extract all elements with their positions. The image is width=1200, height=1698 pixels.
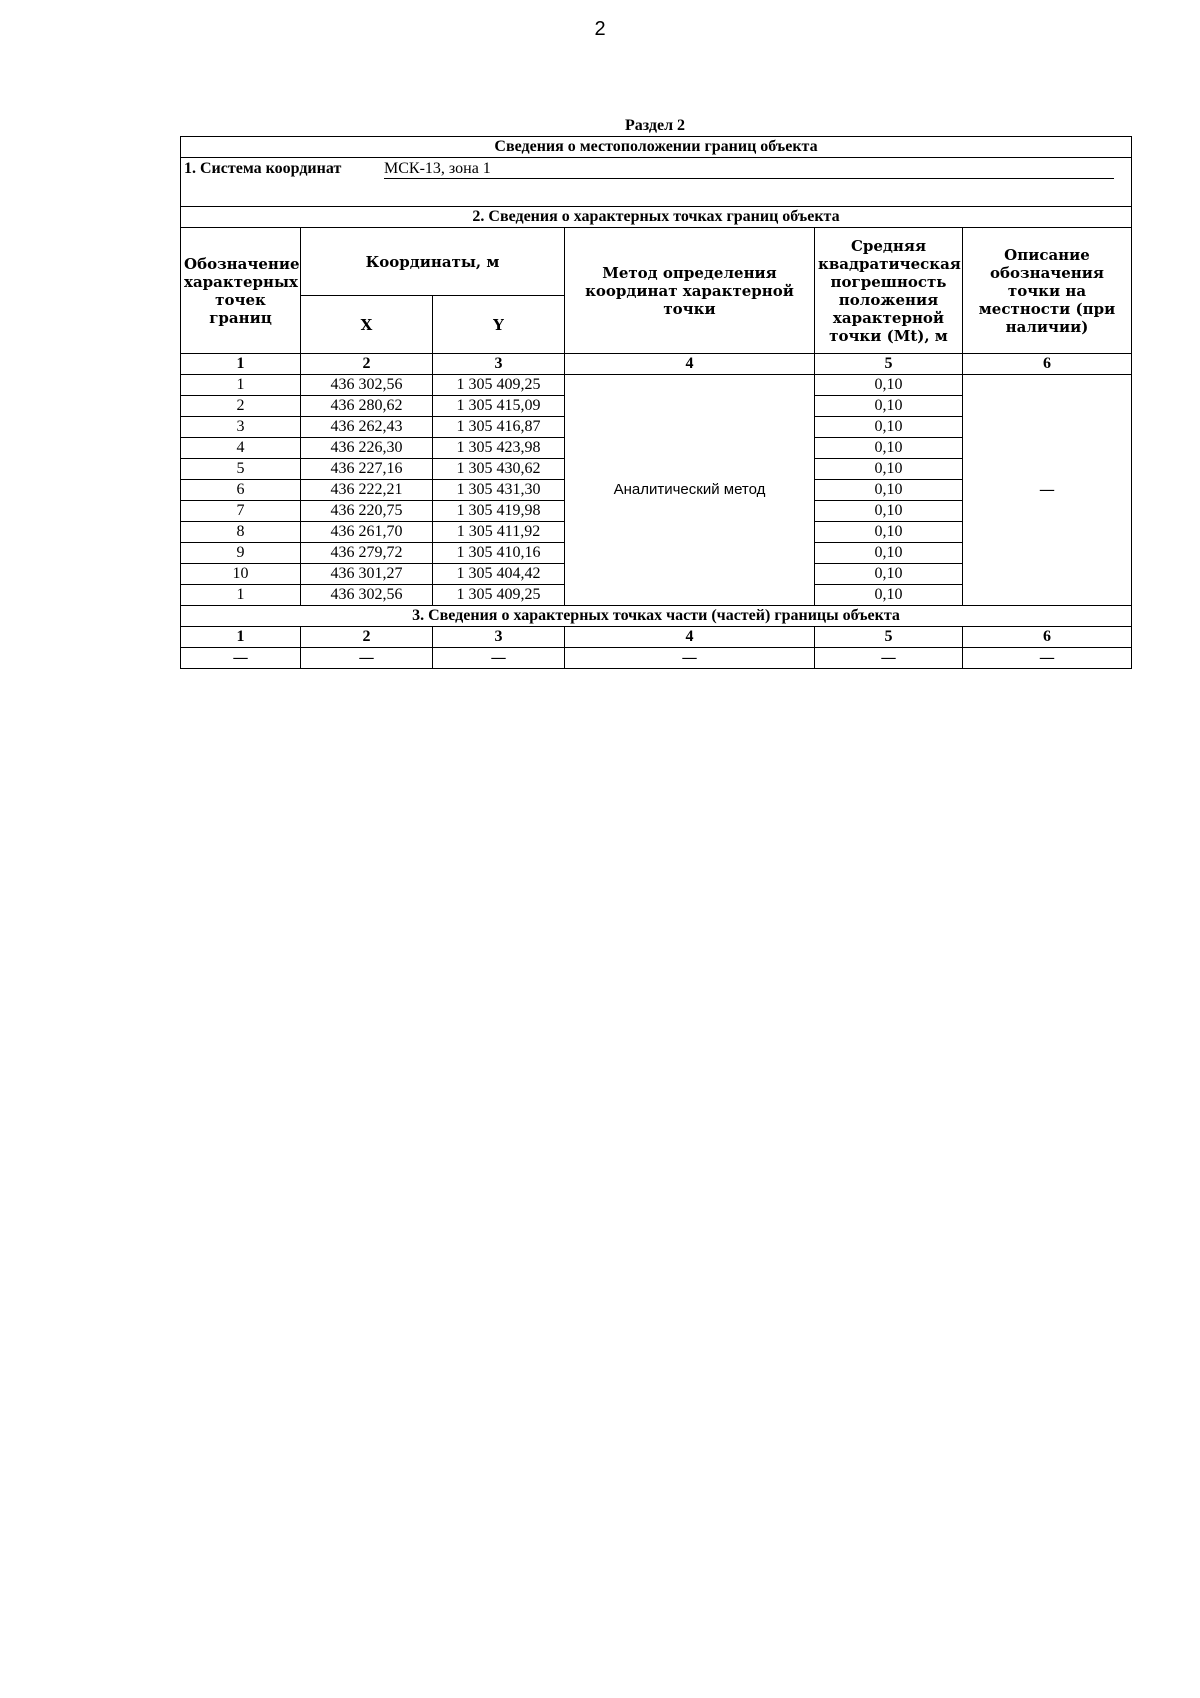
coord-y: 1 305 416,87 [433, 417, 565, 438]
empty-cell: — [963, 648, 1132, 669]
part2-title: 2. Сведения о характерных точках границ объекта [181, 207, 1132, 228]
column-number: 1 [181, 354, 301, 375]
page-number: 2 [594, 18, 606, 40]
coordinate-system-row [181, 158, 1132, 207]
point-number: 5 [181, 459, 301, 480]
coord-x: 436 280,62 [301, 396, 433, 417]
point-number: 9 [181, 543, 301, 564]
header-x: X [301, 296, 433, 354]
coordinate-system-value: МСК-13, зона 1 [384, 160, 1114, 179]
empty-cell: — [565, 648, 815, 669]
mt-value: 0,10 [815, 417, 963, 438]
coord-x: 436 226,30 [301, 438, 433, 459]
coord-x: 436 262,43 [301, 417, 433, 438]
table-title: Сведения о местоположении границ объекта [181, 137, 1132, 158]
coord-y: 1 305 409,25 [433, 585, 565, 606]
empty-cell: — [181, 648, 301, 669]
column-number: 4 [565, 627, 815, 648]
mt-value: 0,10 [815, 396, 963, 417]
column-number: 2 [301, 354, 433, 375]
coord-x: 436 302,56 [301, 585, 433, 606]
method-cell: Аналитический метод [565, 375, 815, 606]
coord-x: 436 261,70 [301, 522, 433, 543]
mt-value: 0,10 [815, 543, 963, 564]
header-error: Средняя квадратическая погрешность положения характерной точки (Mt), м [815, 228, 963, 354]
empty-cell: — [433, 648, 565, 669]
column-number: 6 [963, 627, 1132, 648]
point-number: 10 [181, 564, 301, 585]
coord-x: 436 222,21 [301, 480, 433, 501]
point-number: 6 [181, 480, 301, 501]
point-number: 3 [181, 417, 301, 438]
coord-y: 1 305 411,92 [433, 522, 565, 543]
coord-x: 436 279,72 [301, 543, 433, 564]
coord-y: 1 305 423,98 [433, 438, 565, 459]
boundary-table [180, 136, 1132, 669]
point-number: 7 [181, 501, 301, 522]
mt-value: 0,10 [815, 375, 963, 396]
column-number: 1 [181, 627, 301, 648]
mt-value: 0,10 [815, 585, 963, 606]
part3-column-numbers-row [181, 627, 1132, 648]
coord-x: 436 301,27 [301, 564, 433, 585]
mt-value: 0,10 [815, 438, 963, 459]
point-number: 2 [181, 396, 301, 417]
point-number: 8 [181, 522, 301, 543]
point-number: 4 [181, 438, 301, 459]
coord-x: 436 220,75 [301, 501, 433, 522]
coord-y: 1 305 404,42 [433, 564, 565, 585]
mt-value: 0,10 [815, 564, 963, 585]
description-cell: — [963, 375, 1132, 606]
coord-y: 1 305 430,62 [433, 459, 565, 480]
point-number: 1 [181, 585, 301, 606]
column-number: 4 [565, 354, 815, 375]
column-number: 5 [815, 627, 963, 648]
column-number: 3 [433, 354, 565, 375]
empty-cell: — [301, 648, 433, 669]
column-number: 6 [963, 354, 1132, 375]
coord-y: 1 305 431,30 [433, 480, 565, 501]
section-title: Раздел 2 [624, 117, 686, 134]
table-row [181, 375, 1132, 396]
header-y: Y [433, 296, 565, 354]
column-numbers-row [181, 354, 1132, 375]
mt-value: 0,10 [815, 480, 963, 501]
coord-x: 436 227,16 [301, 459, 433, 480]
coord-x: 436 302,56 [301, 375, 433, 396]
header-description: Описание обозначения точки на местности (при наличии) [963, 228, 1132, 354]
coord-y: 1 305 409,25 [433, 375, 565, 396]
mt-value: 0,10 [815, 522, 963, 543]
header-point: Обозначение характерных точек границ [181, 228, 301, 354]
header-coords: Координаты, м [301, 228, 565, 296]
part3-title: 3. Сведения о характерных точках части (частей) границы объекта [181, 606, 1132, 627]
coord-y: 1 305 415,09 [433, 396, 565, 417]
column-number: 5 [815, 354, 963, 375]
part3-row [181, 648, 1132, 669]
mt-value: 0,10 [815, 459, 963, 480]
empty-cell: — [815, 648, 963, 669]
coord-y: 1 305 410,16 [433, 543, 565, 564]
point-number: 1 [181, 375, 301, 396]
coord-y: 1 305 419,98 [433, 501, 565, 522]
column-number: 3 [433, 627, 565, 648]
header-method: Метод определения координат характерной точки [565, 228, 815, 354]
mt-value: 0,10 [815, 501, 963, 522]
column-number: 2 [301, 627, 433, 648]
coordinate-system-label: 1. Система координат [184, 160, 342, 177]
